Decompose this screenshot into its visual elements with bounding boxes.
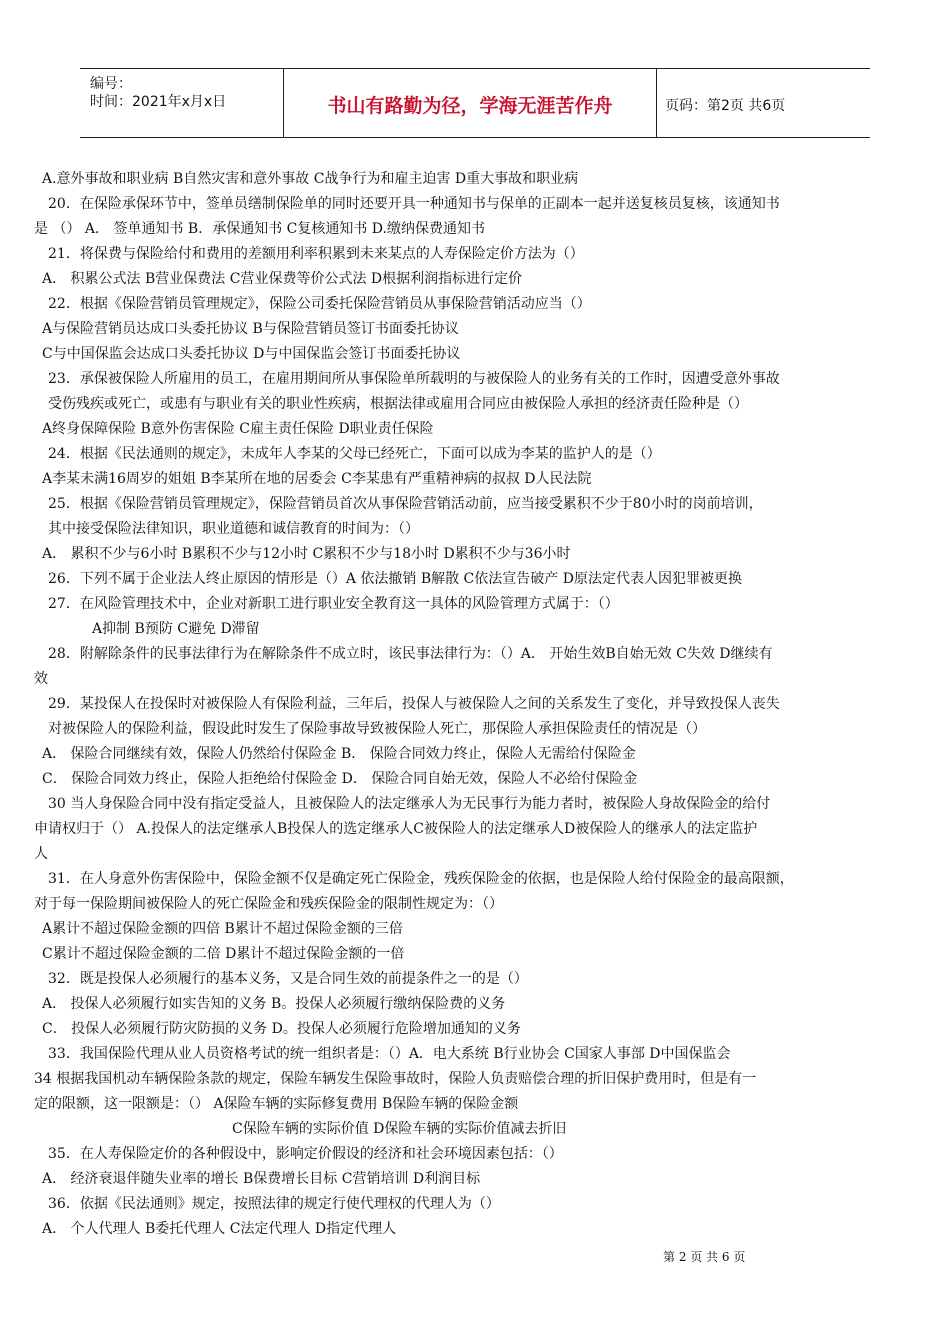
text-line: A李某未满16周岁的姐姐 B李某所在地的居委会 C李某患有严重精神病的叔叔 D人民法院 (42, 471, 592, 487)
header-info-cell (80, 69, 284, 137)
question-29: 29．某投保人在投保时对被保险人有保险利益，三年后，投保人与被保险人之间的关系发生了变化，并导致投保人丧失 (48, 696, 780, 712)
text-line: 对于每一保险期间被保险人的死亡保险金和残疾保险金的限制性规定为：（） (34, 896, 503, 912)
question-32: 32．既是投保人必须履行的基本义务，又是合同生效的前提条件之一的是（） (48, 971, 528, 987)
question-25: 25．根据《保险营销员管理规定》，保险营销员首次从事保险营销活动前，应当接受累积不少于80小时的岗前培训， (48, 496, 763, 512)
header-motto: 书山有路勤为径，学海无涯苦作舟 (327, 95, 613, 117)
text-line: A． 个人代理人 B委托代理人 C法定代理人 D指定代理人 (42, 1221, 397, 1237)
document-header (80, 68, 870, 138)
question-21: 21．将保费与保险给付和费用的差额用利率积累到未来某点的人寿保险定价方法为（） (48, 246, 584, 262)
text-line: 对被保险人的保险利益，假设此时发生了保险事故导致被保险人死亡，那保险人承担保险责任的情况是（） (48, 721, 706, 737)
question-28: 28．附解除条件的民事法律行为在解除条件不成立时，该民事法律行为：（）A． 开始生效B自始无效 C失效 D继续有 (48, 646, 773, 662)
page-footer: 第 2 页 共 6 页 (663, 1250, 746, 1264)
text-line: 效 (34, 671, 48, 687)
text-line: C保险车辆的实际价值 D保险车辆的实际价值减去折旧 (232, 1121, 567, 1137)
question-35: 35．在人寿保险定价的各种假设中，影响定价假设的经济和社会环境因素包括：（） (48, 1146, 563, 1162)
question-36: 36．依据《民法通则》规定，按照法律的规定行使代理权的代理人为（） (48, 1196, 500, 1212)
question-34: 34 根据我国机动车辆保险条款的规定，保险车辆发生保险事故时，保险人负责赔偿合理的折旧保护费用时，但是有一 (34, 1071, 757, 1087)
answer-options: A.意外事故和职业病 B自然灾害和意外事故 C战争行为和雇主迫害 D重大事故和职业病 (42, 171, 579, 187)
question-30: 30 当人身保险合同中没有指定受益人，且被保险人的法定继承人为无民事行为能力者时，被保险人身故保险金的给付 (48, 796, 771, 812)
text-line: C累计不超过保险金额的二倍 D累计不超过保险金额的一倍 (42, 946, 405, 962)
text-line: 人 (34, 846, 48, 862)
text-line: A抑制 B预防 C避免 D滞留 (92, 621, 260, 637)
text-line: A累计不超过保险金额的四倍 B累计不超过保险金额的三倍 (42, 921, 403, 937)
document-number-label: 编号： (90, 76, 132, 92)
question-24: 24．根据《民法通则的规定》，未成年人李某的父母已经死亡，下面可以成为李某的监护人的是（） (48, 446, 661, 462)
text-line: 是 （） A． 签单通知书 B．承保通知书 C复核通知书 D.缴纳保费通知书 (34, 221, 485, 237)
text-line: C． 保险合同效力终止，保险人拒绝给付保险金 D． 保险合同自始无效，保险人不必给付保险金 (42, 771, 638, 787)
text-line: A． 累积不少与6小时 B累积不少与12小时 C累积不少与18小时 D累积不少与36小时 (42, 546, 571, 562)
text-line: C． 投保人必须履行防灾防损的义务 D。投保人必须履行危险增加通知的义务 (42, 1021, 521, 1037)
question-31: 31．在人身意外伤害保险中，保险金额不仅是确定死亡保险金，残疾保险金的依据，也是保险人给付保险金的最高限额， (48, 871, 794, 887)
text-line: C与中国保监会达成口头委托协议 D与中国保监会签订书面委托协议 (42, 346, 461, 362)
text-line: 其中接受保险法律知识，职业道德和诚信教育的时间为：（） (48, 521, 419, 537)
question-33: 33．我国保险代理从业人员资格考试的统一组织者是：（）A．电大系统 B行业协会 C国家人事部 D中国保监会 (48, 1046, 731, 1062)
question-26: 26．下列不属于企业法人终止原因的情形是（）A 依法撤销 B解散 C依法宣告破产 D原法定代表人因犯罪被更换 (48, 571, 742, 587)
text-line: 申请权归于（） A.投保人的法定继承人B投保人的选定继承人C被保险人的法定继承人D被保险人的继承人的法定监护 (34, 821, 758, 837)
question-27: 27．在风险管理技术中，企业对新职工进行职业安全教育这一具体的风险管理方式属于：（） (48, 596, 619, 612)
text-line: 定的限额，这一限额是：（） A保险车辆的实际修复费用 B保险车辆的保险金额 (34, 1096, 519, 1112)
document-date-label: 时间：2021年x月x日 (90, 94, 227, 110)
question-23: 23．承保被保险人所雇用的员工，在雇用期间所从事保险单所载明的与被保险人的业务有关的工作时，因遭受意外事故 (48, 371, 780, 387)
question-20: 20．在保险承保环节中，签单员缮制保险单的同时还要开具一种通知书与保单的正副本一起并送复核员复核，该通知书 (48, 196, 780, 212)
text-line: A． 投保人必须履行如实告知的义务 B。投保人必须履行缴纳保险费的义务 (42, 996, 506, 1012)
text-line: A． 经济衰退伴随失业率的增长 B保费增长目标 C营销培训 D利润目标 (42, 1171, 481, 1187)
text-line: A与保险营销员达成口头委托协议 B与保险营销员签订书面委托协议 (42, 321, 459, 337)
header-page-number: 页码：第2页 共6页 (665, 98, 786, 114)
text-line: A． 积累公式法 B营业保费法 C营业保费等价公式法 D根据利润指标进行定价 (42, 271, 523, 287)
question-22: 22．根据《保险营销员管理规定》，保险公司委托保险营销员从事保险营销活动应当（） (48, 296, 591, 312)
text-line: 受伤残疾或死亡，或患有与职业有关的职业性疾病，根据法律或雇用合同应由被保险人承担的经济责任险种是（） (48, 396, 748, 412)
header-motto-cell (284, 69, 657, 137)
text-line: A终身保障保险 B意外伤害保险 C雇主责任保险 D职业责任保险 (42, 421, 434, 437)
text-line: A． 保险合同继续有效，保险人仍然给付保险金 B． 保险合同效力终止，保险人无需给付保险金 (42, 746, 636, 762)
header-page-cell (657, 69, 870, 137)
